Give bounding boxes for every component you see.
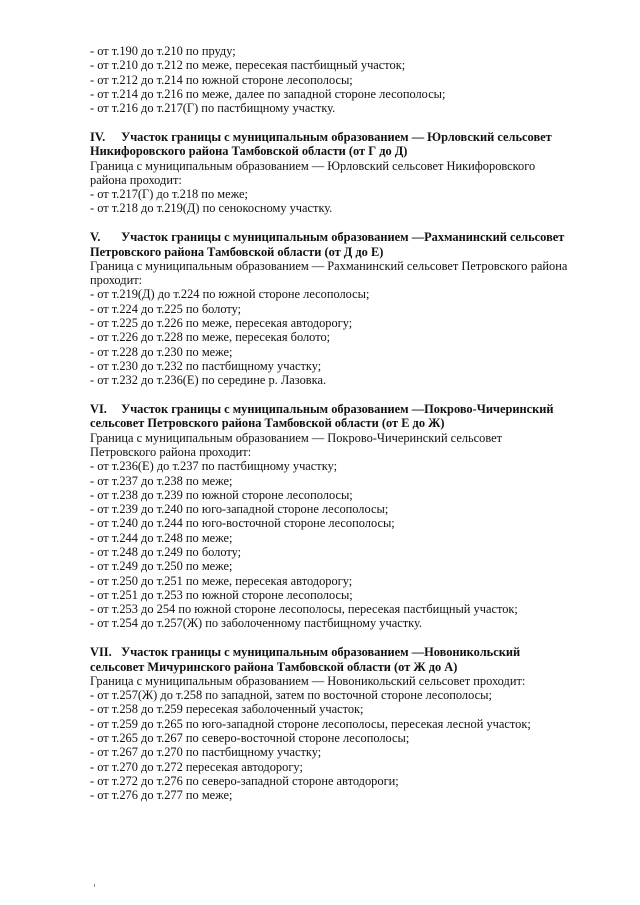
paragraph-line: Граница с муниципальным образованием — Покрово-Чичеринский сельсовет — [90, 430, 503, 445]
list-item: - от т.244 до т.248 по меже; — [90, 530, 233, 545]
list-item: - от т.228 до т.230 по меже; — [90, 344, 233, 359]
paragraph-line: Петровского района проходит: — [90, 444, 252, 459]
list-item: - от т.238 до т.239 по южной стороне лесополосы; — [90, 487, 353, 502]
list-item: - от т.240 до т.244 по юго-восточной стороне лесополосы; — [90, 516, 395, 531]
section-heading — [90, 130, 610, 144]
list-item: - от т.272 до т.276 по северо-западной стороне автодороги; — [90, 773, 399, 788]
section-iv — [90, 130, 610, 216]
list-item: - от т.225 до т.226 по меже, пересекая автодорогу; — [90, 316, 353, 331]
section-heading-continued: сельсовет Петровского района Тамбовской области (от Е до Ж) — [90, 416, 445, 431]
section-heading-continued: сельсовет Мичуринского района Тамбовской области (от Ж до А) — [90, 659, 458, 674]
list-item: - от т.236(Е) до т.237 по пастбищному участку; — [90, 459, 338, 474]
paragraph-line: Граница с муниципальным образованием — Юрловский сельсовет Никифоровского — [90, 158, 536, 173]
document-body — [90, 44, 610, 803]
list-item: - от т.257(Ж) до т.258 по западной, затем по восточной стороне лесополосы; — [90, 688, 492, 703]
list-item: - от т.216 до т.217(Г) по пастбищному участку. — [90, 101, 336, 116]
section-heading-text: Участок границы с муниципальным образованием —Новоникольский — [118, 645, 521, 660]
paragraph-line: Граница с муниципальным образованием — Рахманинский сельсовет Петровского района — [90, 258, 568, 273]
section-heading-text: Участок границы с муниципальным образованием —Рахманинский сельсовет — [118, 230, 565, 245]
list-item: - от т.265 до т.267 по северо-восточной стороне лесополосы; — [90, 731, 410, 746]
list-item: - от т.190 до т.210 по пруду; — [90, 44, 236, 58]
section-number: VII. — [90, 645, 112, 660]
list-item: - от т.258 до т.259 пересекая заболоченный участок; — [90, 702, 364, 717]
list-item: - от т.224 до т.225 по болоту; — [90, 301, 242, 316]
list-item: - от т.230 до т.232 по пастбищному участку; — [90, 358, 322, 373]
list-item: - от т.217(Г) до т.218 по меже; — [90, 187, 248, 202]
section-number: VI. — [90, 402, 107, 417]
scan-mark — [94, 884, 95, 887]
section-heading-continued: Никифоровского района Тамбовской области (от Г до Д) — [90, 144, 408, 159]
list-item: - от т.270 до т.272 пересекая автодорогу; — [90, 759, 303, 774]
list-item: - от т.254 до т.257(Ж) по заболоченному пастбищному участку. — [90, 616, 423, 631]
list-item: - от т.210 до т.212 по меже, пересекая пастбищный участок; — [90, 58, 406, 73]
list-item: - от т.248 до т.249 по болоту; — [90, 545, 242, 559]
paragraph-line: района проходит: — [90, 172, 182, 187]
list-item: - от т.249 до т.250 по меже; — [90, 559, 233, 574]
list-item: - от т.251 до т.253 по южной стороне лесополосы; — [90, 587, 353, 602]
list-item: - от т.237 до т.238 по меже; — [90, 473, 233, 488]
list-item: - от т.239 до т.240 по юго-западной стороне лесополосы; — [90, 502, 389, 517]
list-item: - от т.226 до т.228 по меже, пересекая болото; — [90, 330, 331, 345]
list-item: - от т.250 до т.251 по меже, пересекая автодорогу; — [90, 573, 353, 588]
list-item: - от т.259 до т.265 по юго-западной стороне лесополосы, пересекая лесной участок; — [90, 716, 531, 731]
section-heading — [90, 230, 610, 244]
section-number: IV. — [90, 129, 106, 144]
section-heading — [90, 645, 610, 659]
section-v — [90, 230, 610, 387]
section-heading — [90, 402, 610, 416]
section-vi — [90, 402, 610, 631]
list-item: - от т.276 до т.277 по меже; — [90, 788, 233, 803]
paragraph-line: проходит: — [90, 273, 143, 288]
paragraph-line: Граница с муниципальным образованием — Новоникольский сельсовет проходит: — [90, 673, 526, 688]
list-item: - от т.232 до т.236(Е) по середине р. Лазовка. — [90, 373, 327, 388]
list-item: - от т.212 до т.214 по южной стороне лесополосы; — [90, 72, 353, 87]
list-item: - от т.214 до т.216 по меже, далее по западной стороне лесополосы; — [90, 86, 446, 101]
section-heading-text: Участок границы с муниципальным образованием —Покрово-Чичеринский — [118, 402, 554, 417]
section-continuation — [90, 44, 610, 115]
section-number: V. — [90, 230, 101, 245]
list-item: - от т.267 до т.270 по пастбищному участку; — [90, 745, 322, 760]
section-heading-text: Участок границы с муниципальным образованием — Юрловский сельсовет — [118, 129, 552, 144]
list-item: - от т.218 до т.219(Д) по сенокосному участку. — [90, 201, 333, 216]
list-item: - от т.253 до 254 по южной стороне лесополосы, пересекая пастбищный участок; — [90, 602, 518, 617]
section-heading-continued: Петровского района Тамбовской области (от Д до Е) — [90, 244, 384, 259]
section-vii — [90, 645, 610, 802]
list-item: - от т.219(Д) до т.224 по южной стороне лесополосы; — [90, 287, 370, 302]
